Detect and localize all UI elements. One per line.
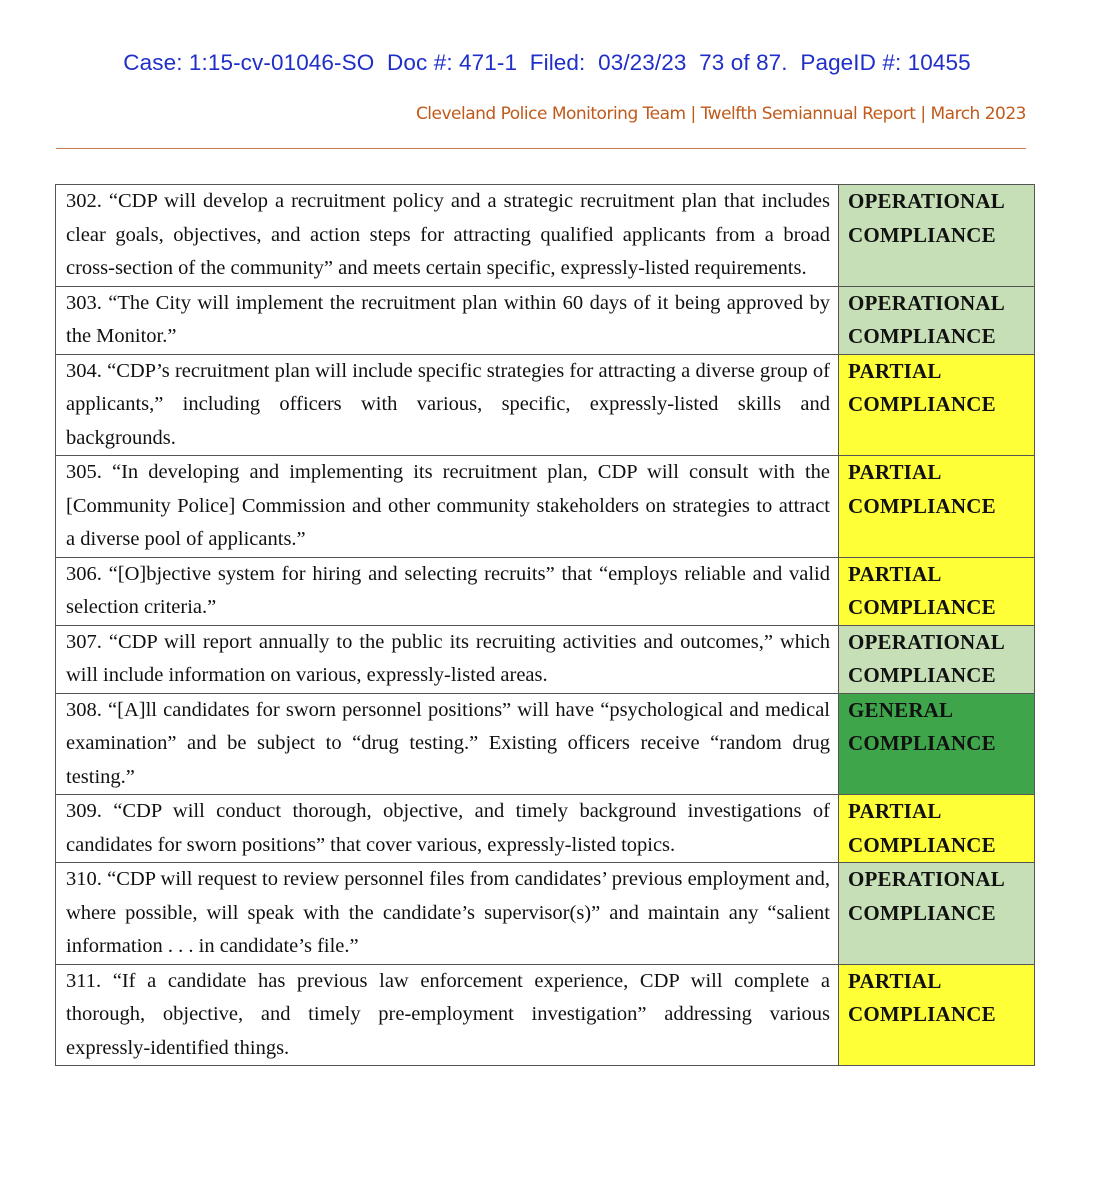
status-label: COMPLIANCE (848, 900, 996, 925)
compliance-status (839, 354, 1035, 456)
status-label: OPERATIONAL (848, 867, 1005, 891)
table-row (56, 625, 1035, 693)
table-row (56, 354, 1035, 456)
status-label: PARTIAL (848, 799, 942, 823)
paragraph-text: 310. “CDP will request to review personnel files from candidates’ previous employment and, where possible, will speak with the candidate’s supervisor(s)” and maintain any “salient information . . . in candidate’s file.” (56, 863, 839, 965)
status-label: COMPLIANCE (848, 392, 996, 416)
compliance-status (839, 693, 1035, 795)
paragraph-text: 311. “If a candidate has previous law enforcement experience, CDP will complete a thorough, objective, and timely pre-employment investigation” addressing various expressly-identified things. (56, 964, 839, 1066)
compliance-status (839, 625, 1035, 693)
header-divider (56, 148, 1026, 149)
table-row (56, 693, 1035, 795)
paragraph-text: 303. “The City will implement the recruitment plan within 60 days of it being approved by the Monitor.” (56, 286, 839, 354)
status-label: COMPLIANCE (848, 832, 996, 857)
status-label: COMPLIANCE (848, 324, 996, 348)
table-row (56, 863, 1035, 965)
table-row (56, 964, 1035, 1066)
status-label: PARTIAL (848, 561, 942, 586)
compliance-status (839, 286, 1035, 354)
table-row (56, 286, 1035, 354)
status-label: GENERAL (848, 697, 954, 722)
compliance-status (839, 557, 1035, 625)
compliance-table (55, 184, 1035, 1066)
status-label: COMPLIANCE (848, 595, 996, 619)
report-header: Cleveland Police Monitoring Team | Twelfth Semiannual Report | March 2023 (415, 104, 1026, 124)
status-label: COMPLIANCE (848, 731, 996, 755)
case-header: Case: 1:15-cv-01046-SO Doc #: 471-1 Filed: 03/23/23 73 of 87. PageID #: 10455 (123, 50, 971, 75)
status-label: COMPLIANCE (848, 663, 996, 687)
paragraph-text: 308. “[A]ll candidates for sworn personnel positions” will have “psychological and medical examination” and be subject to “drug testing.” Existing officers receive “random drug testing.” (56, 693, 839, 795)
status-label: COMPLIANCE (848, 222, 996, 247)
status-label: OPERATIONAL (848, 629, 1005, 654)
paragraph-text: 306. “[O]bjective system for hiring and selecting recruits” that “employs reliable and valid selection criteria.” (56, 557, 839, 625)
compliance-status (839, 456, 1035, 558)
status-label: OPERATIONAL (848, 290, 1005, 315)
paragraph-text: 302. “CDP will develop a recruitment policy and a strategic recruitment plan that includes clear goals, objectives, and action steps for attracting qualified applicants from a broad cross-section of the community” and meets certain specific, expressly-listed requirements. (56, 185, 839, 287)
status-label: COMPLIANCE (848, 1002, 996, 1026)
paragraph-text: 309. “CDP will conduct thorough, objective, and timely background investigations of candidates for sworn positions” that cover various, expressly-listed topics. (56, 795, 839, 863)
paragraph-text: 305. “In developing and implementing its recruitment plan, CDP will consult with the [Community Police] Commission and other community stakeholders on strategies to attract a diverse pool of applicants.” (56, 456, 839, 558)
table-row (56, 795, 1035, 863)
table-row (56, 557, 1035, 625)
status-label: COMPLIANCE (848, 493, 996, 518)
compliance-status (839, 964, 1035, 1066)
compliance-status (839, 795, 1035, 863)
compliance-status (839, 185, 1035, 287)
status-label: PARTIAL (848, 968, 942, 993)
paragraph-text: 307. “CDP will report annually to the public its recruiting activities and outcomes,” which will include information on various, expressly-listed areas. (56, 625, 839, 693)
compliance-status (839, 863, 1035, 965)
table-row (56, 185, 1035, 287)
status-label: PARTIAL (848, 358, 942, 383)
status-label: OPERATIONAL (848, 189, 1005, 213)
table-row (56, 456, 1035, 558)
paragraph-text: 304. “CDP’s recruitment plan will include specific strategies for attracting a diverse group of applicants,” including officers with various, specific, expressly-listed skills and backgrounds. (56, 354, 839, 456)
status-label: PARTIAL (848, 460, 942, 484)
